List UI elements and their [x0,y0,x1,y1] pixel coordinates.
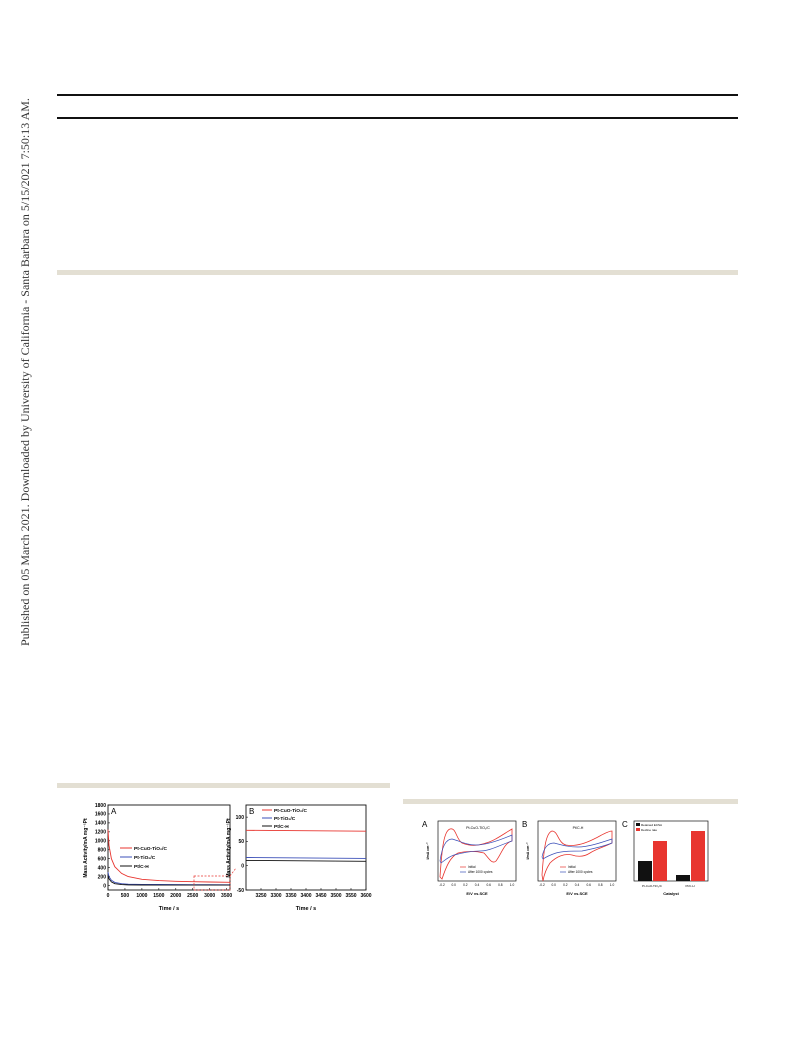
figure1-panel-a [78,800,236,912]
x-tick-label: -0.2 [439,883,445,887]
y-axis-label: Mass Activity/mA mg⁻¹Pt [226,818,232,878]
legend-item-1: Pt-CuO-TiO₂/C [274,809,307,814]
y-axis-label: I/mA cm⁻² [526,842,530,860]
legend-item-2: Pt-TiO₂/C [134,856,156,861]
bar-retained-2 [676,875,690,881]
x-tick-label: 500 [120,893,130,899]
x-tick-labels [539,883,614,887]
legend-after: After 1000 cycles [568,870,593,874]
y-axis-label: Mass Activity/mA mg⁻¹Pt [83,818,89,878]
bar-decline-1 [653,841,667,881]
x-tick-label: 1500 [153,893,165,899]
panel-label: C [622,820,628,829]
legend-decline: Decline rate [641,828,658,832]
x-tick-label: 3300 [270,893,282,899]
panel-label: A [422,820,428,829]
y-axis-label: I/mA cm⁻² [426,842,430,860]
x-tick-label: 0.0 [551,883,556,887]
legend-retained: Retained ECSA [641,823,663,827]
x-tick-label: 1.0 [509,883,515,887]
series-line-2 [108,872,230,885]
panel-label: A [111,807,117,816]
x-tick-label: 3400 [300,893,312,899]
x-tick-label: 0.2 [463,883,468,887]
y-tick-label: 1800 [94,802,106,809]
y-tick-label: 0 [241,863,244,870]
x-axis-label: E/V vs.SCE [566,891,588,896]
legend-item-3: Pt/C-H [134,865,149,870]
figure2-panel-c [620,817,718,897]
legend-item-3: Pt/C-H [274,825,289,830]
x-tick-label: 0.8 [498,883,503,887]
y-tick-label: 50 [238,839,244,846]
data-lines [246,830,366,861]
legend-after: After 1000 cycles [468,870,493,874]
x-axis-label: E/V vs.SCE [466,891,488,896]
series-line-1 [246,830,366,831]
x-tick-label: 3250 [255,893,267,899]
y-tick-label: 800 [97,847,106,854]
y-tick-label: 600 [97,856,106,863]
section-band-top [57,270,738,275]
category-2: Pt/C-H [685,884,695,888]
x-tick-label: 3500 [221,893,233,899]
y-tick-label: 0 [103,883,106,890]
y-tick-label: 1600 [94,811,106,818]
panel-label: B [249,807,255,816]
legend-initial: Initial [568,865,576,869]
top-rule [57,94,738,96]
series-line-3 [246,860,366,861]
x-axis-label: Time / s [295,906,317,912]
download-notice: Published on 05 March 2021. Downloaded by University of California - Santa Barbara on 5/15/2021 7:50:13 AM. [18,98,32,646]
x-tick-label: 0.4 [574,883,580,887]
header-rule [57,117,738,119]
x-tick-label: -0.2 [539,883,545,887]
figure2-panel-a [420,817,520,897]
series-line-2 [246,858,366,859]
bar-retained-1 [638,861,652,881]
x-tick-label: 3350 [285,893,297,899]
legend-item-2: Pt-TiO₂/C [274,817,296,822]
x-tick-labels [439,883,514,887]
panel-title: Pt-CuO-TiO₂/C [466,826,490,830]
figure1-panel-b [226,800,372,912]
x-tick-label: 3000 [204,893,216,899]
section-band-left [57,783,390,788]
x-tick-label: 0.4 [474,883,480,887]
x-tick-label: 3500 [330,893,342,899]
y-tick-label: 200 [97,874,106,881]
x-tick-label: 0 [106,893,110,899]
x-tick-label: 1000 [136,893,148,899]
x-tick-label: 0.6 [586,883,591,887]
zoom-box [194,876,230,890]
x-tick-label: 3550 [345,893,357,899]
x-tick-label: 0.6 [486,883,491,887]
panel-label: B [522,820,528,829]
y-tick-label: 1400 [94,820,106,827]
bar-decline-2 [691,831,705,881]
x-tick-label: 0.2 [563,883,568,887]
series-line-1 [108,830,230,883]
x-tick-label: 3600 [360,893,372,899]
panel-title: Pt/C-H [572,826,584,830]
legend-item-1: Pt-CuO-TiO₂/C [134,847,167,852]
x-tick-label: 2000 [170,893,182,899]
x-tick-label: 2500 [187,893,199,899]
x-axis-label: Catalyst [663,891,679,896]
x-tick-label: 3450 [315,893,327,899]
x-tick-label: 0.0 [451,883,456,887]
y-tick-label: 400 [97,865,106,872]
x-tick-label: 1.0 [609,883,615,887]
y-tick-label: 1000 [94,838,106,845]
legend-initial: Initial [468,865,476,869]
x-axis-label: Time / s [158,906,180,912]
figure2-panel-b [520,817,620,897]
y-tick-label: 1200 [94,829,106,836]
y-tick-label: -50 [236,887,244,894]
section-band-right [403,799,738,804]
y-tick-label: 100 [235,814,244,821]
category-1: Pt-CuO-TiO₂/C [642,884,662,888]
x-tick-label: 0.8 [598,883,603,887]
